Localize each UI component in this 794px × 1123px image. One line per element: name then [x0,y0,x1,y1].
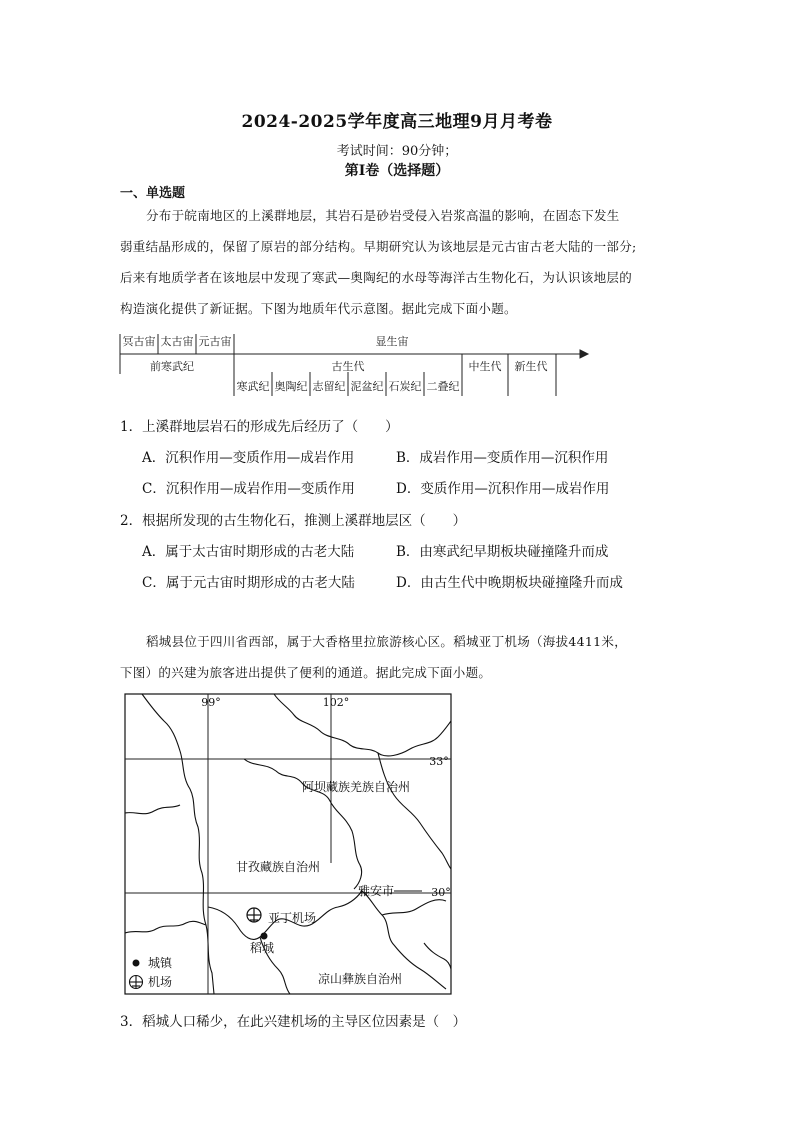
eon-proterozoic: 元古宙 [198,335,232,348]
legend-town-icon [133,960,140,967]
period-permian: 二叠纪 [426,380,460,393]
passage1-line-3: 后来有地质学者在该地层中发现了寒武—奥陶纪的水母等海洋古生物化石，为认识该地层的 [120,270,633,285]
q1-stem: 1．上溪群地层岩石的形成先后经历了（ ） [120,419,399,435]
passage1-line-4: 构造演化提供了新证据。下图为地质年代示意图。据此完成下面小题。 [120,301,517,316]
eon-archean: 太古宙 [160,335,194,348]
period-devonian: 泥盆纪 [350,380,384,393]
q3-stem: 3．稻城人口稀少，在此兴建机场的主导区位因素是（ ） [120,1014,467,1030]
q2-option-a[interactable]: A．属于太古宙时期形成的古老大陆 [142,544,355,560]
page-title: 2024-2025学年度高三地理9月月考卷 [241,112,553,132]
lon-label-102: 102° [322,696,350,709]
legend-town-label: 城镇 [148,956,173,970]
airport-label: 亚丁机场 [267,911,317,925]
q2-option-d[interactable]: D．由古生代中晚期板块碰撞隆升而成 [396,575,623,591]
airport-icon [247,908,261,922]
period-silurian: 志留纪 [312,380,346,393]
q2-stem: 2．根据所发现的古生物化石，推测上溪群地层区（ ） [120,513,467,529]
period-carboniferous: 石炭纪 [388,380,422,393]
era-cenozoic: 新生代 [514,360,548,373]
geologic-timeline [114,326,594,400]
passage2-line-2: 下图）的兴建为旅客进出提供了便利的通道。据此完成下面小题。 [120,665,492,680]
period-ordovician: 奥陶纪 [274,380,308,393]
city-yaan-label: 雅安市 [357,884,395,898]
volume-title: 第I卷（选择题） [344,163,450,179]
q1-option-b[interactable]: B．成岩作用—变质作用—沉积作用 [396,450,609,466]
lon-label-99: 99° [201,696,221,709]
exam-time: 考试时间：90分钟； [336,144,458,159]
era-paleozoic: 古生代 [331,360,365,373]
passage1-line-1: 分布于皖南地区的上溪群地层，其岩石是砂岩受侵入岩浆高温的影响，在固态下发生 [146,208,620,223]
eon-hadean: 冥古宙 [122,335,156,348]
legend-airport-label: 机场 [148,975,173,989]
timeline-arrow [580,350,588,358]
town-dot-icon [261,933,268,940]
legend-airport-icon [130,976,143,989]
region-liangshan: 凉山彝族自治州 [317,972,403,986]
lat-label-30: 30° [431,886,451,899]
sichuan-map [124,693,454,997]
eon-phanerozoic: 显生宙 [375,335,409,348]
q1-option-a[interactable]: A．沉积作用—变质作用—成岩作用 [142,450,355,466]
period-cambrian: 寒武纪 [236,380,270,393]
passage2-line-1: 稻城县位于四川省西部，属于大香格里拉旅游核心区。稻城亚丁机场（海拔4411米， [146,634,628,649]
q1-option-c[interactable]: C．沉积作用—成岩作用—变质作用 [142,481,355,497]
town-label: 稻城 [249,941,275,955]
q1-option-d[interactable]: D．变质作用—沉积作用—成岩作用 [396,481,610,497]
q2-option-c[interactable]: C．属于元古宙时期形成的古老大陆 [142,575,355,591]
section-title: 一、单选题 [120,186,186,201]
passage1-line-2: 弱重结晶形成的，保留了原岩的部分结构。早期研究认为该地层是元古宙古老大陆的一部分; [120,239,637,254]
map-frame [125,694,451,994]
era-precambrian: 前寒武纪 [150,360,194,373]
era-mesozoic: 中生代 [468,360,502,373]
lat-label-33: 33° [429,755,449,768]
region-aba: 阿坝藏族羌族自治州 [301,780,411,794]
region-garze: 甘孜藏族自治州 [235,860,321,874]
q2-option-b[interactable]: B．由寒武纪早期板块碰撞隆升而成 [396,544,609,560]
